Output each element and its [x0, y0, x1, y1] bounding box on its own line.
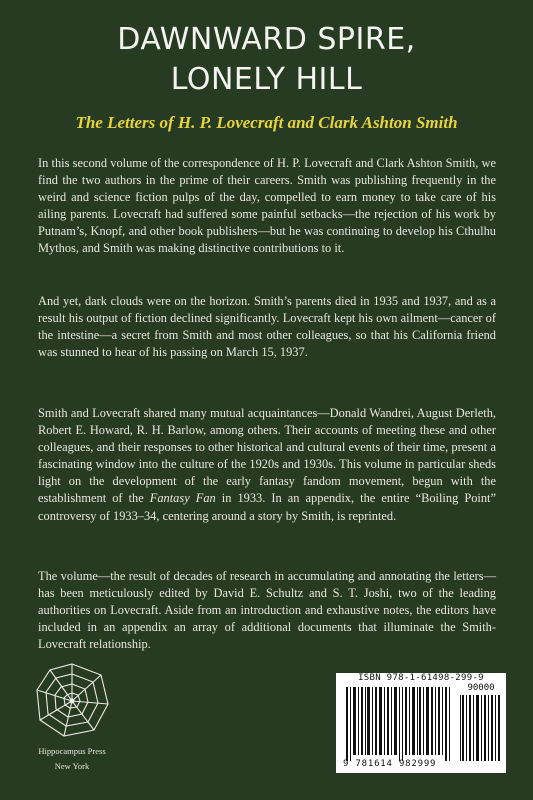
paragraph-text: And yet, dark clouds were on the horizon. Smith’s parents died in 1935 and 1937, and as a result his output of fiction declined significantly. Lovecraft kept his own ailment—cancer of the intestine—a secret from Smith and most other colleagues, so that his California friend was stunned to hear of his passing on March 15, 1937. [38, 294, 496, 360]
book-subtitle: The Letters of H. P. Lovecraft and Clark Ashton Smith [75, 113, 458, 132]
isbn-label: ISBN 978-1-61498-299-9 [358, 673, 484, 683]
publisher-city: New York [54, 761, 90, 771]
paragraph-text-part: in 1933. In an appendix, the entire “Boiling Point” controversy of 1933–34, centering around a story by Smith, is reprinted. [38, 491, 496, 523]
ean-digits: 9 781614 982999 [343, 759, 437, 769]
publisher-name: Hippocampus Press [38, 746, 106, 756]
paragraph-text [38, 405, 496, 525]
paragraph-text: The volume—the result of decades of research in accumulating and annotating the letters—has been meticulously edited by David E. Schultz and S. T. Joshi, two of the leading authorities on Lovecraft. Aside from an introduction and exhaustive notes, the editors have included in an appendix an array of additional documents that illuminate the Smith-Lovecraft relationship. [38, 569, 496, 652]
description-paragraph-4 [38, 568, 496, 653]
spider-web-logo-icon [32, 660, 112, 740]
paragraph-text-part: Smith and Lovecraft shared many mutual acquaintances—Donald Wandrei, August Derleth, Robert E. Howard, R. H. Barlow, among others. Their accounts of meeting these and other colleagues, and their responses to other historical and cultural events of their time, present a fascinating window into the culture of the 1920s and 1930s. This volume in particular sheds light on the development of the early fantasy fandom movement, begun with the establishment of the [38, 406, 496, 506]
description-paragraph-3 [38, 405, 496, 525]
magazine-title: Fantasy Fan [149, 491, 216, 506]
description-paragraph-1 [38, 155, 496, 258]
price-code: 90000 [467, 683, 495, 693]
book-title-line-2: LONELY HILL [170, 62, 363, 97]
paragraph-text: In this second volume of the correspondence of H. P. Lovecraft and Clark Ashton Smith, we find the two authors in the prime of their careers. Smith was publishing frequently in the weird and science fiction pulps of the day, compelled to earn money to take care of his ailing parents. Lovecraft had suffered some painful setbacks—the rejection of his work by Putnam’s, Knopf, and other book publishers—but he was continuing to develop his Cthulhu Mythos, and Smith was making distinctive contributions to it. [38, 156, 496, 256]
description-paragraph-2 [38, 293, 496, 361]
book-title-line-1: DAWNWARD SPIRE, [117, 22, 416, 57]
